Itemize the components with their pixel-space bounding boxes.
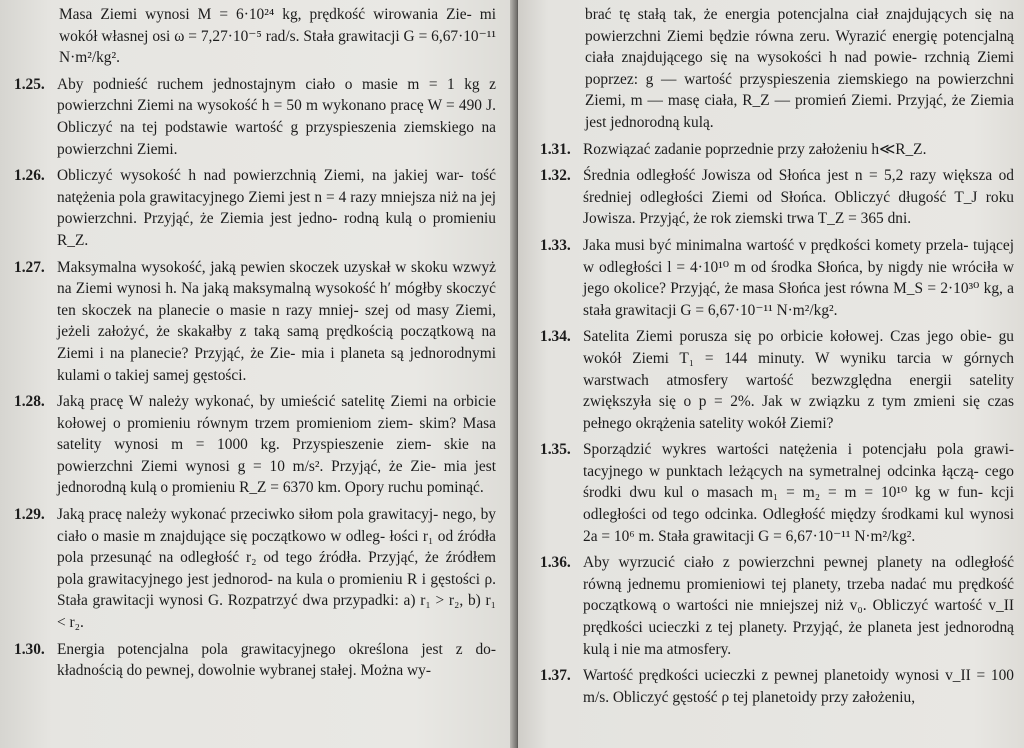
problem-1-35: [540, 439, 1014, 547]
problem-1-33: [540, 235, 1014, 321]
problem-text: Energia potencjalna pola grawitacyjnego określona jest z do- kładnością do pewnej, dowolnie wybranej stałej. Można wy-: [57, 640, 496, 680]
problem-text: Średnia odległość Jowisza od Słońca jest n = 5,2 razy większa od średniej odległości Ziemi od Słońca. Obliczyć długość T_J roku Jowisza. Przyjąć, że rok ziemski trwa T_Z = 365 dni.: [583, 167, 1014, 228]
problem-1-29: [14, 504, 496, 634]
problem-1-25: [14, 74, 496, 160]
problem-number: 1.37.: [540, 667, 571, 685]
problem-text: Aby wyrzucić ciało z powierzchni pewnej planety na odległość równą jednemu promieniowi tej planety, trzeba nadać mu prędkość początkową o wartości nie mniejszej niż v₀. Obliczyć wartość v_II prędkości ucieczki z tej planety. Przyjąć, że planeta jest jednorodną kulą i nie ma atmosfery.: [583, 554, 1014, 658]
problem-text: Satelita Ziemi porusza się po orbicie kołowej. Czas jego obie- gu wokół Ziemi T₁ = 144 minuty. W wyniku tarcia w górnych warstwach atmosfery wartość bezwzględna energii satelity zwiększyła się o p = 2%. Jak w związku z tym zmieni się czas pełnego okrążenia satelity wokół Ziemi?: [583, 328, 1014, 432]
intro-paragraph: [14, 4, 496, 69]
problem-number: 1.25.: [14, 75, 45, 93]
problem-text: Rozwiązać zadanie poprzednie przy założeniu h≪R_Z.: [583, 140, 927, 158]
problem-1-37: [540, 665, 1014, 708]
problem-text: Sporządzić wykres wartości natężenia i potencjału pola grawi- tacyjnego w punktach leżących na symetralnej odcinka łączą- cego środki dwu kul o masach m₁ = m₂ = m = 10¹⁰ kg w fun- kcji odległości od tego odcinka. Odległość między środkami kul wynosi 2a = 10⁶ m. Stała grawitacji G = 6,67·10⁻¹¹ N·m²/kg².: [583, 441, 1014, 545]
problem-number: 1.30.: [14, 640, 45, 658]
problem-number: 1.33.: [540, 236, 571, 254]
problem-text: Maksymalna wysokość, jaką pewien skoczek uzyskał w skoku wzwyż na Ziemi wynosi h. Na jaką maksymalną wysokość h′ mógłby skoczyć ten skoczek na planecie o masie n razy mniej- szej od masy Ziemi, jeżeli założyć, że skakałby z taką samą prędkością początkową na Ziemi i na planecie? Przyjąć, że Zie- mia i planeta są jednorodnymi kulami o takiej samej gęstości.: [57, 258, 496, 384]
problem-text: Jaka musi być minimalna wartość v prędkości komety przela- tującej w odległości l = 4·10¹⁰ m od środka Słońca, by nigdy nie wróciła w jego okolice? Przyjąć, że masa Słońca jest równa M_S = 2·10³⁰ kg, a stała grawitacji G = 6,67·10⁻¹¹ N·m²/kg².: [583, 236, 1014, 319]
problem-number: 1.31.: [540, 140, 571, 158]
problem-1-31: [540, 139, 1014, 161]
problem-number: 1.27.: [14, 258, 45, 276]
problem-number: 1.26.: [14, 167, 45, 185]
problem-1-36: [540, 552, 1014, 660]
problem-text: Wartość prędkości ucieczki z pewnej planetoidy wynosi v_II = 100 m/s. Obliczyć gęstość ρ tej planetoidy przy założeniu,: [583, 667, 1014, 706]
problem-text: Aby podnieść ruchem jednostajnym ciało o masie m = 1 kg z powierzchni Ziemi na wysokość h = 50 m wykonano pracę W = 490 J. Obliczyć na tej podstawie wartość g przyspieszenia ziemskiego na powierzchni Ziemi.: [57, 75, 496, 158]
problem-text: Obliczyć wysokość h nad powierzchnią Ziemi, na jakiej war- tość natężenia pola grawitacyjnego Ziemi jest n = 4 razy mniejsza niż na jej powierzchni. Przyjąć, że Ziemia jest jedno- rodną kulą o promieniu R_Z.: [57, 167, 496, 249]
problem-number: 1.34.: [540, 328, 571, 346]
problem-1-27: [14, 257, 496, 387]
problem-text: Jaką pracę należy wykonać przeciwko siłom pola grawitacyj- nego, by ciało o masie m znajdujące się początkowo w odleg- łości r₁ od źródła pola przesunąć na odległość r₂ od tego źródła. Przyjąć, że źródłem pola grawitacyjnego jest jednorod- na kula o promieniu R i gęstości ρ. Stała grawitacji wynosi G. Rozpatrzyć dwa przypadki: a) r₁ > r₂, b) r₁ < r₂.: [57, 506, 497, 632]
problem-number: 1.32.: [540, 167, 571, 185]
problem-1-34: [540, 326, 1014, 434]
problem-text: Jaką pracę W należy wykonać, by umieścić satelitę Ziemi na orbicie kołowej o promieniu równym trzem promieniom ziem- skim? Masa satelity wynosi m = 1000 kg. Przyspieszenie ziem- skie na powierzchni Ziemi wynosi g = 10 m/s². Przyjąć, że Zie- mia jest jednorodną kulą o promieniu R_Z = 6370 km. Opory ruchu pominąć.: [57, 393, 496, 497]
continuation-paragraph: brać tę stałą tak, że energia potencjalna ciał znajdujących się na powierzchni Ziemi będzie równa zeru. Wyrazić energię potencjalną ciała znajdującego się na wysokości h nad powie- rzchnią Ziemi poprzez: g — wartość przyspieszenia ziemskiego na powierzchni Ziemi, m — masę ciała, R_Z — promień Ziemi. Przyjąć, że Ziemia jest jednorodną kulą.: [585, 6, 1014, 131]
problem-number: 1.29.: [14, 506, 45, 524]
problem-1-26: [14, 165, 496, 251]
intro-line: mi wokół własnej osi ω = 7,27·10⁻⁵ rad/s. Stała grawitacji: [59, 6, 496, 45]
intro-line: G = 6,67·10⁻¹¹ N·m²/kg².: [59, 27, 496, 67]
problem-1-28: [14, 391, 496, 499]
problem-1-32: [540, 165, 1014, 230]
right-page: [518, 0, 1024, 748]
problem-number: 1.35.: [540, 441, 571, 459]
intro-line: Masa Ziemi wynosi M = 6·10²⁴ kg, prędkość wirowania Zie-: [59, 6, 472, 23]
problem-1-30: [14, 639, 496, 682]
problem-number: 1.36.: [540, 554, 571, 572]
problem-number: 1.28.: [14, 393, 45, 411]
